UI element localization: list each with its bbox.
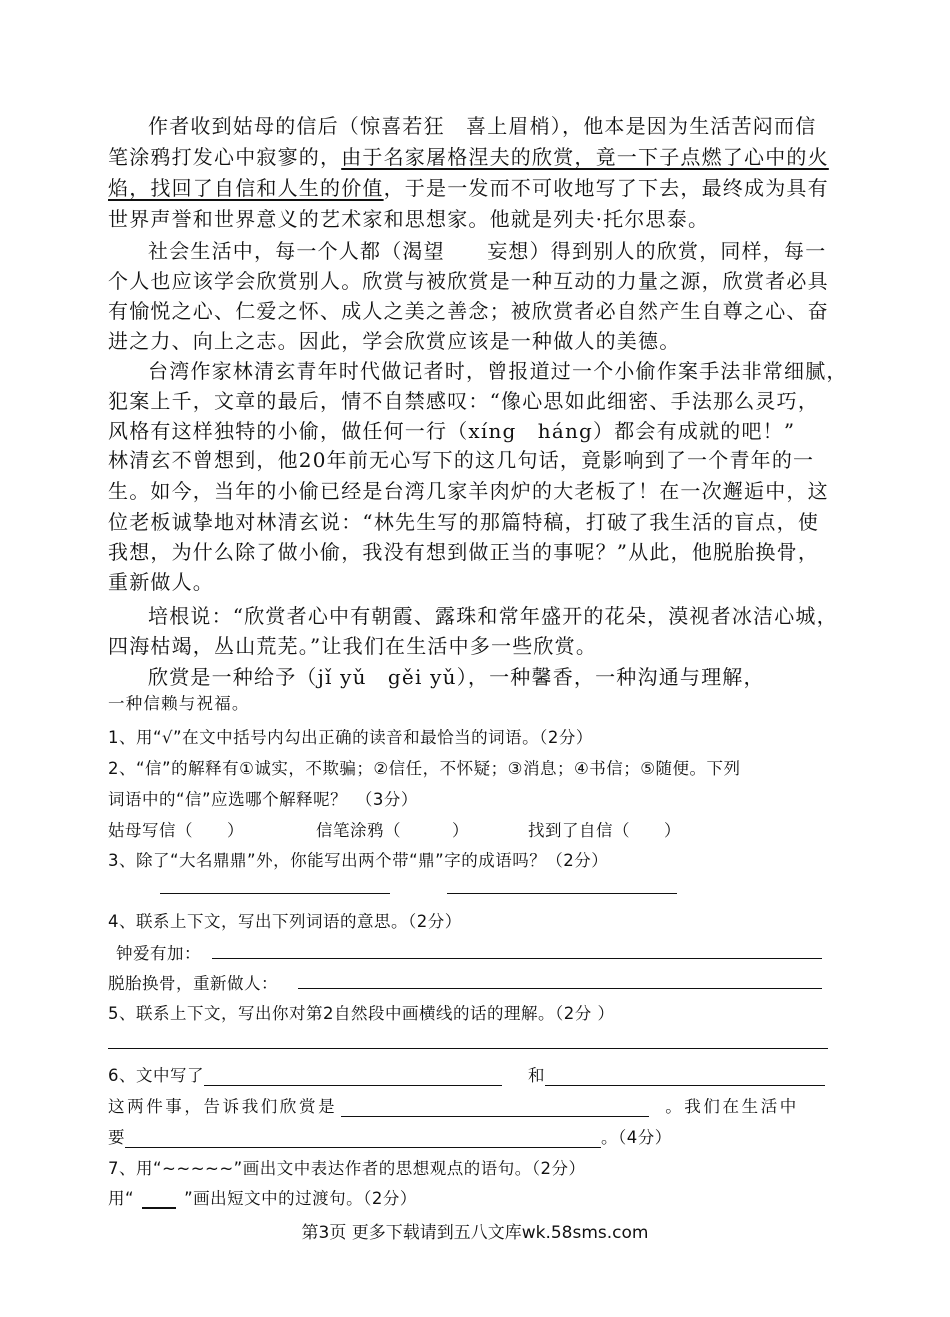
underlined-sentence: 焰，找回了自信和人生的价值 [108, 176, 384, 200]
q6-blank-appreciation[interactable] [341, 1098, 649, 1117]
q6-text: 这两件事，告诉我们欣赏是 [108, 1097, 338, 1116]
question-5: 5、联系上下文，写出你对第2自然段中画横线的话的理解。（2分 ） [108, 1004, 615, 1023]
q6-text: 。我们在生活中 [665, 1097, 799, 1116]
question-6-line-1 [108, 1062, 825, 1086]
passage-line: 培根说：“欣赏者心中有朝霞、露珠和常年盛开的花朵，漠视者冰洁心城， [148, 604, 838, 628]
q6-text: 。（4分） [601, 1128, 672, 1147]
page-footer: 第3页 更多下载请到五八文库wk.58sms.com [301, 1223, 649, 1243]
question-1: 1、用“√”在文中括号内勾出正确的读音和最恰当的词语。（2分） [108, 728, 593, 747]
q4-item-2-label: 脱胎换骨，重新做人： [108, 974, 278, 993]
q7-text: 用“ [108, 1189, 135, 1208]
q2-item-confidence: 找到了自信（ ） [528, 821, 681, 840]
q4-item-1-answer-line[interactable] [212, 958, 822, 959]
q2-item-scribble: 信笔涂鸦（ ） [316, 821, 469, 840]
q7-text: ”画出短文中的过渡句。（2分） [184, 1189, 417, 1208]
text-span: 笔涂鸦打发心中寂寥的， [108, 145, 342, 169]
passage-line: 重新做人。 [108, 570, 214, 594]
passage-line: 生。如今，当年的小偷已经是台湾几家羊肉炉的大老板了！在一次邂逅中，这 [108, 479, 829, 503]
passage-line [108, 172, 829, 201]
q6-blank-life[interactable] [125, 1129, 601, 1148]
underlined-sentence: 由于名家屠格涅夫的欣赏，竟一下子点燃了心中的火 [341, 145, 829, 169]
question-2-cont: 词语中的“信”应选哪个解释呢？ （3分） [108, 790, 418, 809]
passage-line: 进之力、向上之志。因此，学会欣赏应该是一种做人的美德。 [108, 329, 681, 353]
q2-item-aunt-letter: 姑母写信（ ） [108, 821, 244, 840]
passage-line: 世界声誉和世界意义的艺术家和思想家。他就是列夫·托尔思泰。 [108, 207, 710, 231]
q6-text: 要 [108, 1128, 125, 1147]
passage-line: 四海枯竭，丛山荒芜。”让我们在生活中多一些欣赏。 [108, 634, 598, 658]
passage-line: 一种信赖与祝福。 [108, 694, 250, 713]
q5-answer-line[interactable] [108, 1048, 828, 1049]
passage-line: 欣赏是一种给予（jǐ yǔ gěi yǔ），一种馨香，一种沟通与理解， [148, 665, 765, 689]
question-7-cont [108, 1185, 417, 1209]
passage-line: 我想，为什么除了做小偷，我没有想到做正当的事呢？”从此，他脱胎换骨， [108, 540, 820, 564]
passage-line [108, 141, 829, 170]
question-7: 7、用“~~~~~”画出文中表达作者的思想观点的语句。（2分） [108, 1159, 586, 1178]
passage-line: 台湾作家林清玄青年时代做记者时，曾报道过一个小偷作案手法非常细腻， [148, 359, 848, 383]
passage-line: 个人也应该学会欣赏别人。欣赏与被欣赏是一种互动的力量之源，欣赏者必具 [108, 269, 829, 293]
q7-underline-sample [142, 1189, 176, 1209]
passage-line: 位老板诚挚地对林清玄说：“林先生写的那篇特稿，打破了我生活的盲点，使 [108, 510, 820, 534]
question-4: 4、联系上下文，写出下列词语的意思。（2分） [108, 912, 462, 931]
passage-line: 作者收到姑母的信后（惊喜若狂 喜上眉梢），他本是因为生活苦闷而信 [148, 114, 817, 138]
q6-text: 和 [528, 1066, 545, 1085]
q4-item-2-answer-line[interactable] [298, 988, 822, 989]
passage-line: 犯案上千，文章的最后，情不自禁感叹：“像心思如此细密、手法那么灵巧， [108, 389, 820, 413]
question-6-line-2 [108, 1093, 799, 1117]
q6-blank-event-2[interactable] [545, 1067, 825, 1086]
q4-item-1-label: 钟爱有加： [116, 944, 201, 963]
q3-answer-line-1[interactable] [160, 893, 390, 894]
question-6-line-3 [108, 1124, 672, 1148]
passage-line: 风格有这样独特的小偷，做任何一行（xíng háng）都会有成就的吧！” [108, 419, 796, 443]
q3-answer-line-2[interactable] [447, 893, 677, 894]
passage-line: 有愉悦之心、仁爱之怀、成人之美之善念；被欣赏者必自然产生自尊之心、奋 [108, 299, 829, 323]
q6-text: 6、文中写了 [108, 1066, 204, 1085]
question-3: 3、除了“大名鼎鼎”外，你能写出两个带“鼎”字的成语吗？（2分） [108, 851, 609, 870]
passage-line: 林清玄不曾想到，他20年前无心写下的这几句话，竟影响到了一个青年的一 [108, 448, 815, 472]
question-2: 2、“信”的解释有①诚实，不欺骗；②信任，不怀疑；③消息；④书信；⑤随便。下列 [108, 759, 741, 778]
q6-blank-event-1[interactable] [204, 1067, 502, 1086]
passage-line: 社会生活中，每一个人都（渴望 妄想）得到别人的欣赏，同样，每一 [148, 239, 827, 263]
text-span: ，于是一发而不可收地写了下去，最终成为具有 [383, 176, 829, 200]
